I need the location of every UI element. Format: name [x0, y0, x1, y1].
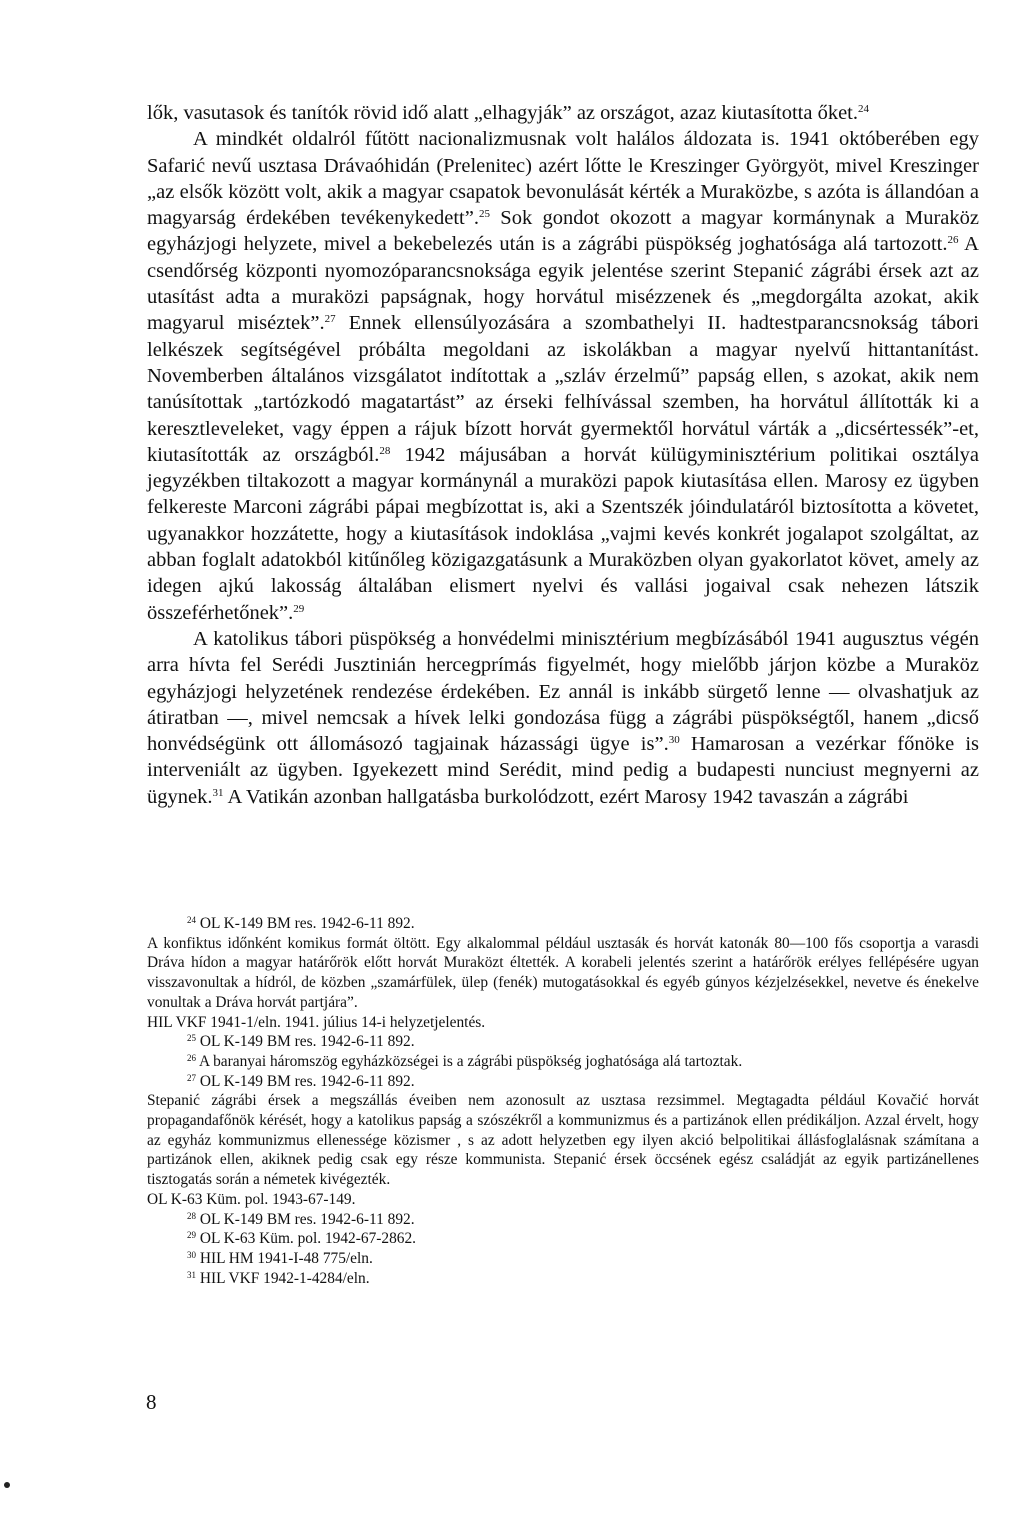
paragraph-text: A Vatikán azonban hallgatásba burkolódzott, ezért Marosy 1942 tavaszán a zágrábi [223, 785, 909, 808]
paragraph-text: lők, vasutasok és tanítók rövid idő alatt „elhagyják” az országot, azaz kiutasította őket. [147, 102, 859, 124]
footnote-entry [147, 1032, 979, 1052]
footnote-text: OL K-149 BM res. 1942-6-11 892. [199, 1072, 415, 1090]
footnote-entry [147, 914, 979, 934]
footnote-text: HIL HM 1941-I-48 775/eln. [199, 1249, 373, 1267]
footnote-reference: 27 [324, 313, 336, 326]
footnote-text: A konfiktus időnként komikus formát öltött. Egy alkalommal például usztasák és horvát katonák 80—100 fős csoportja a varasdi Dráva hídon a magyar határőrök előtt horvát Muraközt éltették. A korabeli jelentés szerint a határőrök erélyes fellépésére ugyan visszavonultak a hídról, de közben „szamárfülek, ülep (fenék) mutogatásokkal és egyéb gúnyos kézjelzésekkel, nevetve és énekelve vonultak a Dráva horvát partjára”. [147, 934, 979, 1011]
footnote-number: 29 [187, 1230, 196, 1241]
footnote-text: OL K-63 Küm. pol. 1942-67-2862. [199, 1230, 417, 1248]
main-body-text [147, 100, 979, 810]
footnote-reference: 26 [947, 234, 959, 247]
footnote-text: OL K-149 BM res. 1942-6-11 892. [199, 915, 415, 932]
footnote-text: HIL VKF 1942-1-4284/eln. [199, 1269, 370, 1287]
footnote-text: A baranyai háromszög egyházközségei is a zágrábi püspökség joghatósága alá tartoztak. [199, 1052, 743, 1070]
footnote-number: 24 [187, 915, 196, 925]
footnote-entry [147, 1052, 979, 1072]
footnote-reference: 28 [379, 444, 391, 457]
paragraph-text: 1942 májusában a horvát külügyminisztérium politikai osztálya jegyzékben tiltakozott a magyar kormánynál a muraközi papok kiutasítása ellen. Marosy ez ügyben felkereste Marconi zágrábi pápai megbízottat is, aki a Szentszék jóindulatáról biztosította a követet, ugyanakkor hozzátette, hogy a kiutasítások indoklása „vajmi kevés konkrét jogalapot szolgáltat, az abban foglalt adatokból kitűnőleg közigazgatásunk a Muraközben olyan gyakorlatot követ, amely az idegen ajkú lakosság általában elismert nyelvi és vallási jogaival csak nehezen látszik összeférhetőnek”. [147, 443, 979, 624]
paragraph-text: A csendőrség központi nyomozóparancsnoksága egyik jelentése szerint Stepanić zágrábi érsek azt az utasítást adta a muraközi papságnak, hogy horvátul misézzenek és „megdorgálta azokat, akik magyarul miséztek”. [147, 233, 979, 335]
footnote-reference: 29 [293, 602, 305, 615]
footnote-text: Stepanić zágrábi érsek a megszállás éveiben nem azonosult az usztasa rezsimmel. Megtagadta például Kovačić horvát propagandafőnök kérését, hogy a katolikus papság a szószékről a kommunizmus és a partizánok ellen prédikáljon. Azzal érvelt, hogy az egyház kommunizmus ellenessége közismer , s az adott helyzetben egy ilyen akció belpolitikai állásfoglalásnak számítana a partizánok ellen, akiknek pedig csak egy része kommunista. Stepanić érsek öccsének egész családját az egyik partizánellenes tisztogatás során a németek kivégezték. [147, 1092, 979, 1189]
footnote-number: 30 [187, 1249, 196, 1260]
footnote-text: OL K-149 BM res. 1942-6-11 892. [199, 1210, 415, 1228]
footnote-text: OL K-63 Küm. pol. 1943-67-149. [147, 1190, 356, 1208]
paragraph-text: A mindkét oldalról fűtött nacionalizmusnak volt halálos áldozata is. 1941 októberében egy Safarić nevű usztasa Drávaóhidán (Prelenitec) azért lőtte le Kreszinger Györgyöt, mivel Kreszinger „az elsők között volt, akik a magyar csapatok bevonulását kérték a Muraközbe, s azóta is állandóan a magyarság érdekében tevékenykedett”. [147, 128, 979, 230]
footnote-number: 31 [187, 1269, 196, 1280]
paragraph-text: Hamarosan a vezérkar főnöke is interveniált az ügyben. Igyekezett mind Serédit, mind pedig a budapesti nunciust megnyerni az ügynek. [147, 733, 979, 808]
page-number: 8 [146, 1390, 157, 1414]
footnote-entry [147, 1190, 979, 1210]
footnote-entry [147, 1229, 979, 1249]
footnote-entry [147, 1091, 979, 1190]
footnote-entry [147, 1013, 979, 1033]
body-paragraph [147, 126, 979, 626]
footnotes-section [147, 914, 979, 1288]
body-paragraph [147, 626, 979, 810]
footnote-entry [147, 1249, 979, 1269]
footnote-reference: 24 [858, 103, 870, 115]
footnote-text: OL K-149 BM res. 1942-6-11 892. [199, 1033, 415, 1051]
print-mark [4, 1482, 10, 1488]
footnote-entry [147, 1210, 979, 1230]
footnote-entry [147, 934, 979, 1013]
footnote-reference: 30 [668, 734, 680, 747]
footnote-entry [147, 1269, 979, 1289]
footnote-number: 26 [187, 1052, 196, 1063]
footnote-reference: 25 [478, 208, 490, 221]
footnote-number: 28 [187, 1210, 196, 1221]
paragraph-text: Sok gondot okozott a magyar kormánynak a Muraköz egyházjogi helyzete, mivel a bekebelezés után is a zágrábi püspökség joghatósága alá tartozott. [147, 207, 979, 256]
body-paragraph [147, 100, 979, 126]
paragraph-text: Ennek ellensúlyozására a szombathelyi II. hadtestparancsnokság tábori lelkészek segítségével próbálta megoldani az iskolákban a magyar nyelvű hittantanítást. Novemberben általános vizsgálatot indítottak a „szláv érzelmű” papság ellen, s azokat, akik nem tanúsítottak „tartózkodó magatartást” az érseki felhívással szemben, ha horvátul állították ki a keresztleveleket, vagy éppen a rájuk bízott horvát gyermektől horvátul várták a „dicsértessék”-et, kiutasították az országból. [147, 312, 979, 466]
paragraph-text: A katolikus tábori püspökség a honvédelmi minisztérium megbízásából 1941 augusztus végén arra hívta fel Serédi Jusztinián hercegprímás figyelmét, hogy mielőbb járjon közbe a Muraköz egyházjogi helyzetének rendezése érdekében. Ez annál is inkább sürgető lenne — olvashatjuk az átiratban —, mivel nemcsak a hívek lelki gondozása függ a zágrábi püspökségtől, hanem „dicső honvédségünk ott állomásozó tagjainak házassági ügye is”. [147, 627, 979, 756]
footnote-number: 25 [187, 1033, 196, 1044]
footnote-text: HIL VKF 1941-1/eln. 1941. július 14-i helyzetjelentés. [147, 1013, 486, 1031]
footnote-entry [147, 1072, 979, 1092]
footnote-number: 27 [187, 1072, 196, 1083]
footnote-reference: 31 [212, 786, 224, 799]
